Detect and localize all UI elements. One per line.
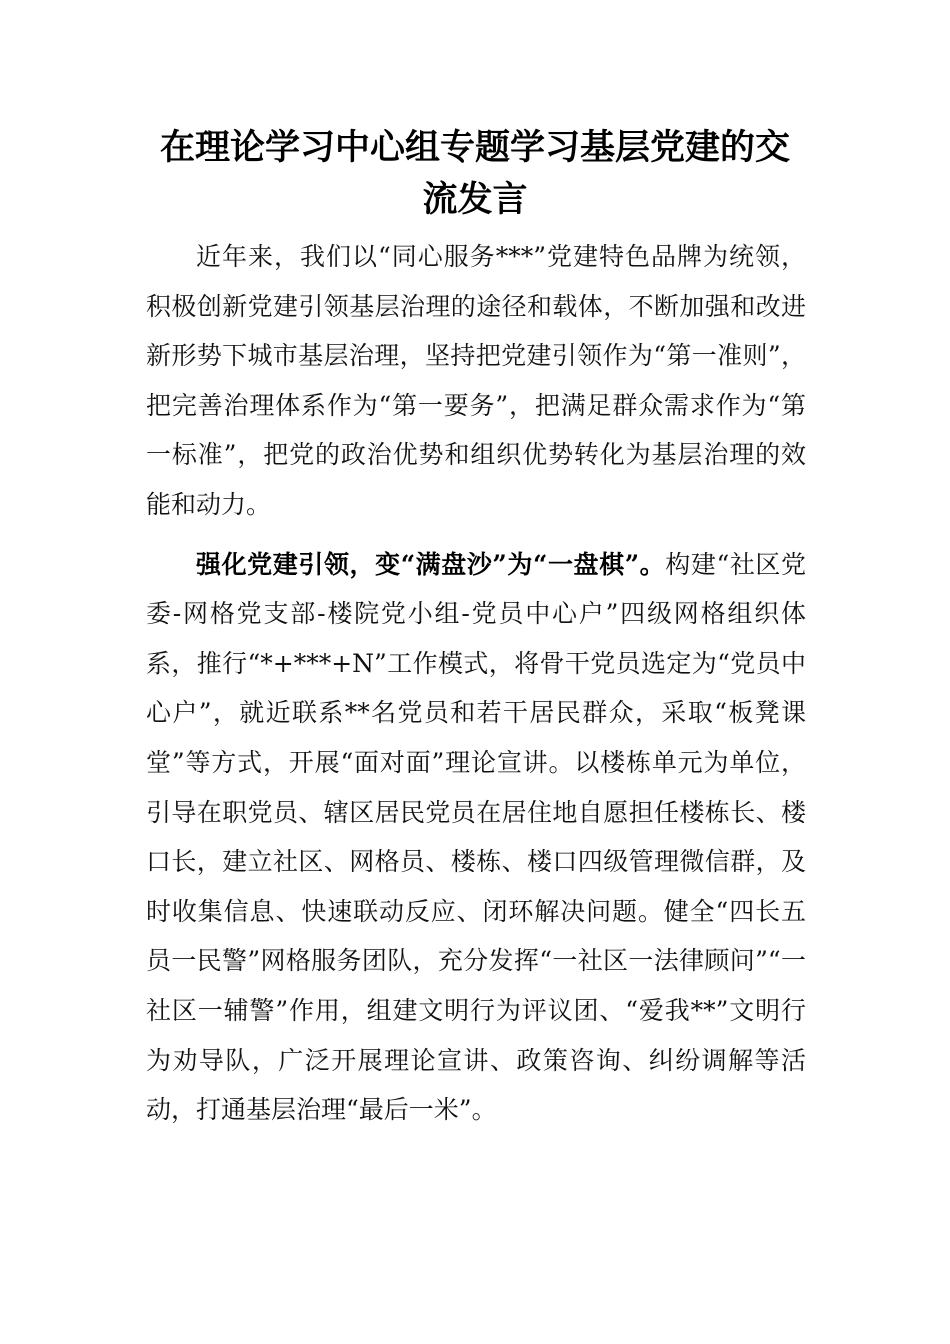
document-body bbox=[146, 232, 806, 1135]
paragraph-party-leadership bbox=[146, 540, 806, 1135]
paragraph-text: 近年来，我们以“同心服务***”党建特色品牌为统领，积极创新党建引领基层治理的途径和载体，不断加强和改进新形势下城市基层治理，坚持把党建引领作为“第一准则”，把完善治理体系作为“第一要务”，把满足群众需求作为“第一标准”，把党的政治优势和组织优势转化为基层治理的效能和动力。 bbox=[146, 242, 806, 519]
paragraph-lead-heading: 强化党建引领，变“满盘沙”为“一盘棋”。 bbox=[196, 549, 666, 579]
title-line-1: 在理论学习中心组专题学习基层党建的交 bbox=[159, 127, 790, 168]
title-line-2: 流发言 bbox=[422, 179, 528, 220]
document-title bbox=[130, 122, 820, 226]
paragraph-text: 构建“社区党委-网格党支部-楼院党小组-党员中心户”四级网格组织体系，推行“*+***+N”工作模式，将骨干党员选定为“党员中心户”，就近联系**名党员和若干居民群众，采取“板凳课堂”等方式，开展“面对面”理论宣讲。以楼栋单元为单位，引导在职党员、辖区居民党员在居住地自愿担任楼栋长、楼口长，建立社区、网格员、楼栋、楼口四级管理微信群，及时收集信息、快速联动反应、闭环解决问题。健全“四长五员一民警”网格服务团队，充分发挥“一社区一法律顾问”“一社区一辅警”作用，组建文明行为评议团、“爱我**”文明行为劝导队，广泛开展理论宣讲、政策咨询、纠纷调解等活动，打通基层治理“最后一米”。 bbox=[146, 549, 807, 1125]
paragraph-intro bbox=[146, 232, 806, 530]
